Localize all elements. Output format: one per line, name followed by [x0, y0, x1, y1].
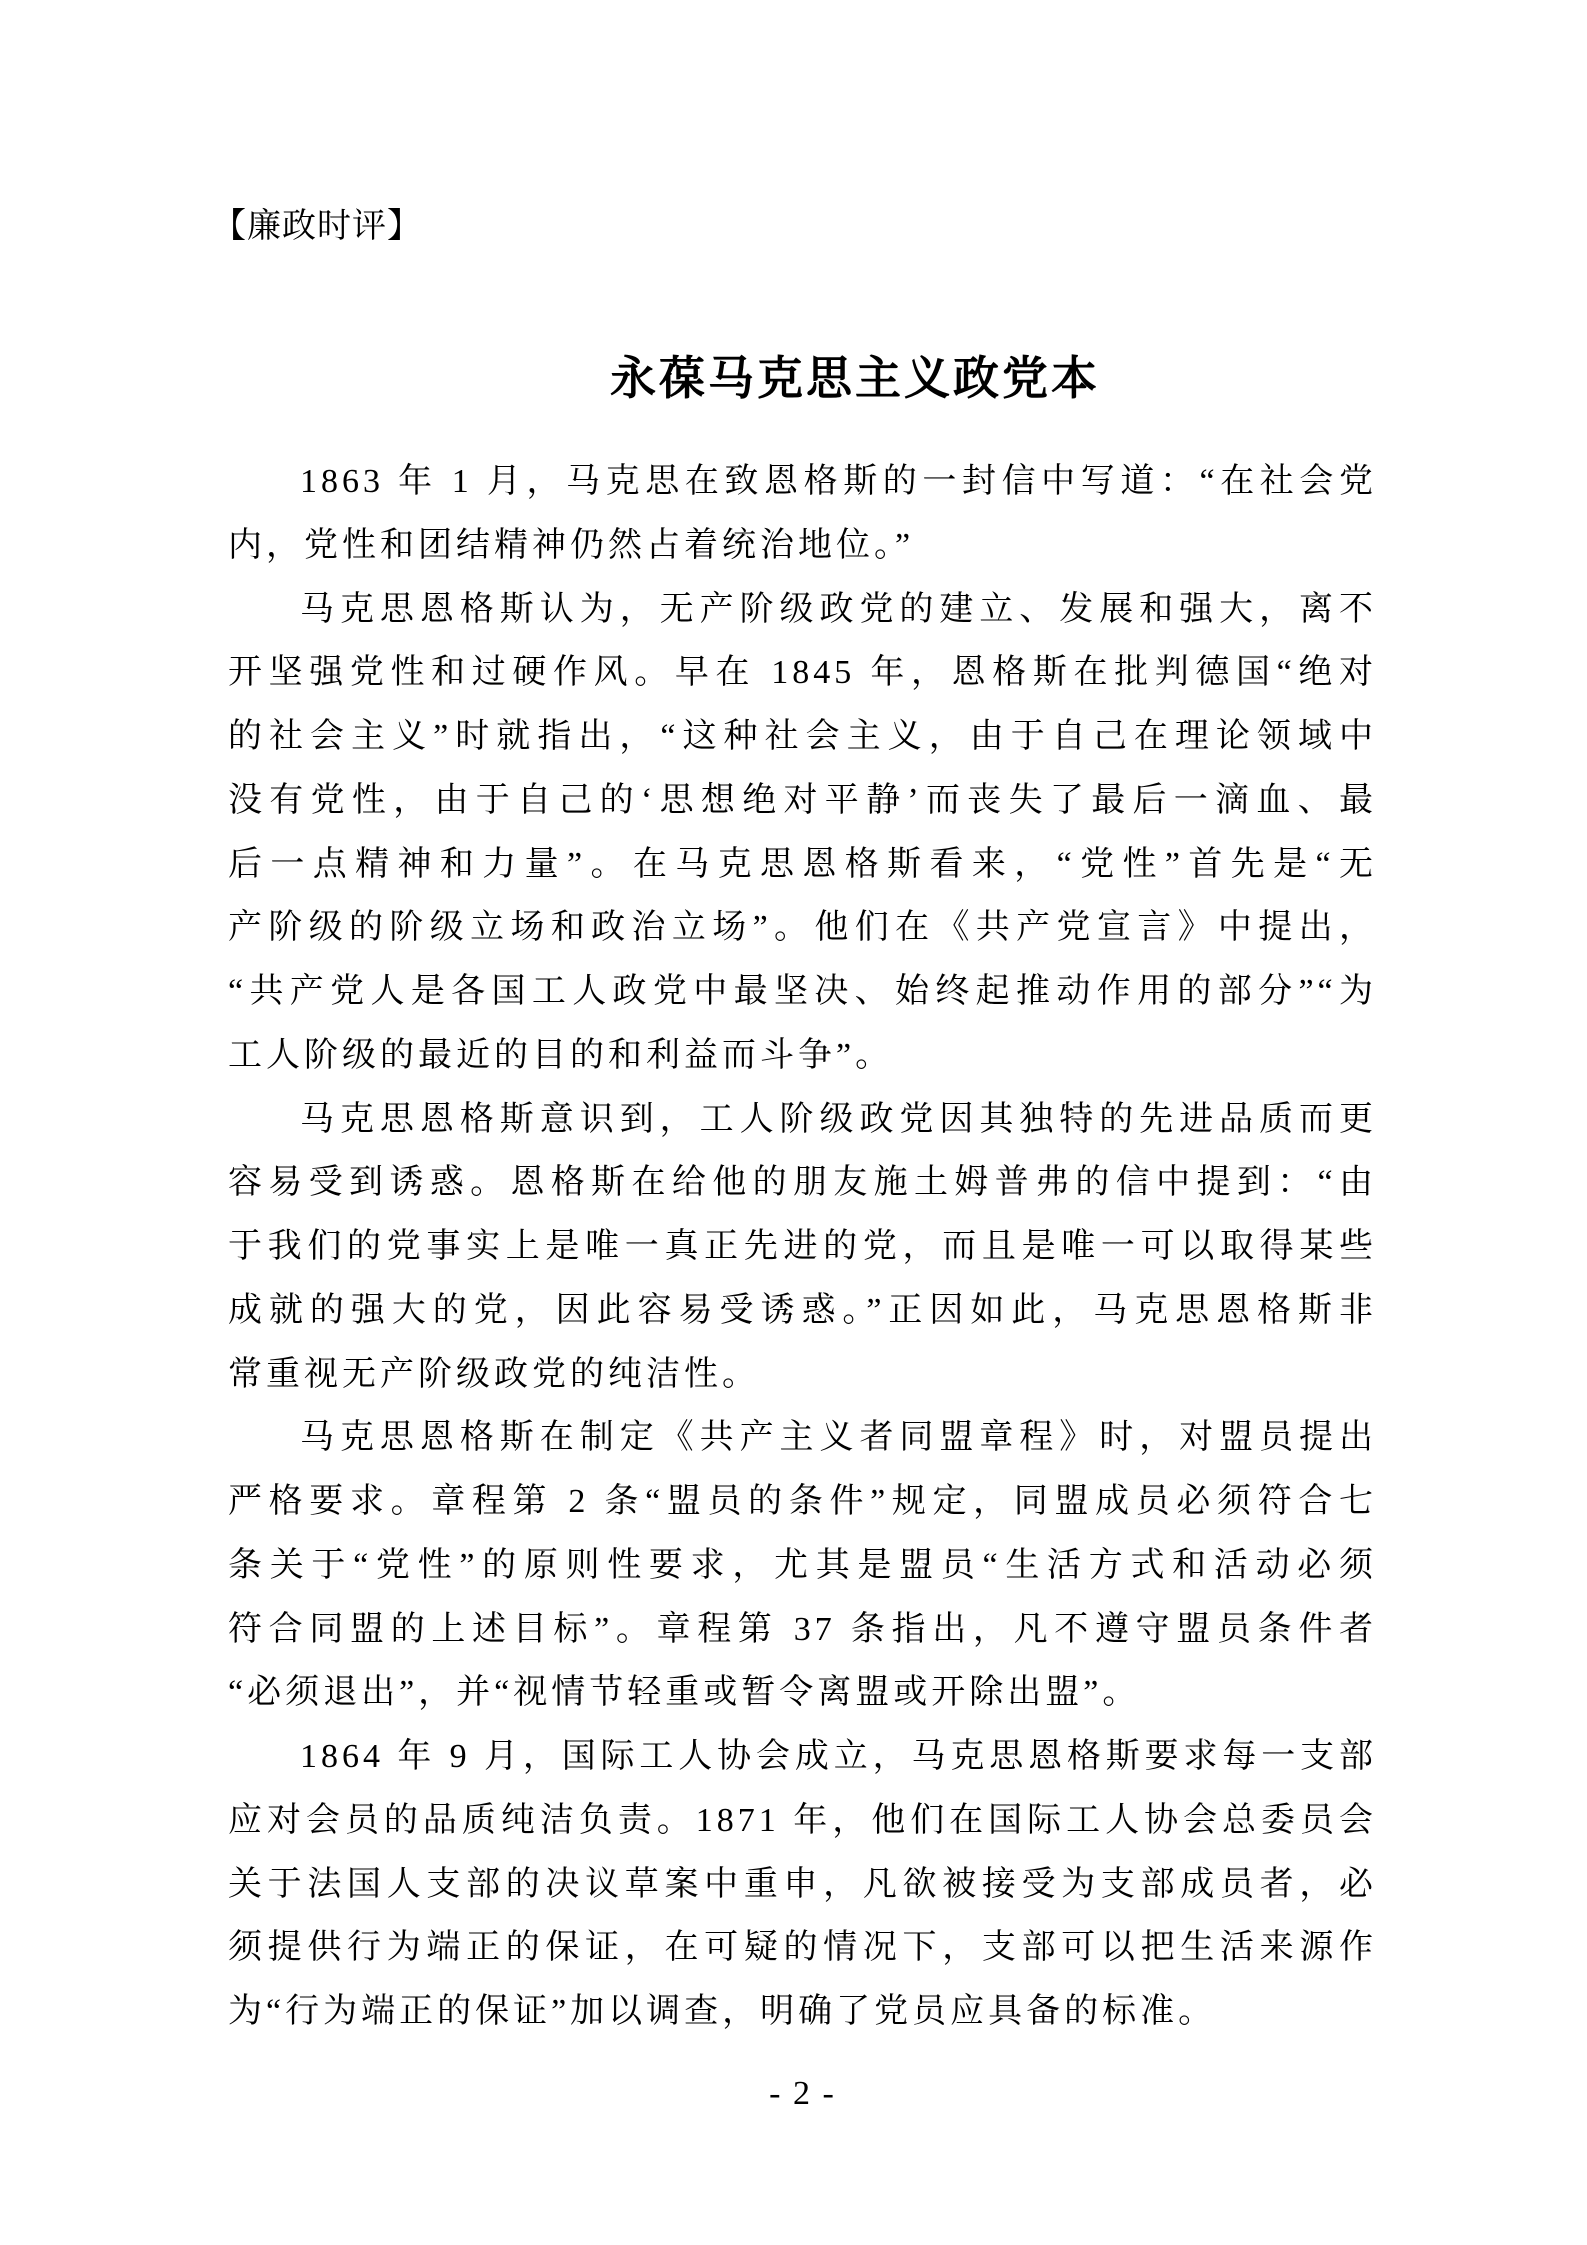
body-text-line: 严格要求。章程第 2 条“盟员的条件”规定，同盟成员必须符合七	[228, 1483, 1377, 1520]
document-title: 永葆马克思主义政党本	[610, 352, 1100, 404]
body-text-line: 开坚强党性和过硬作风。早在 1845 年，恩格斯在批判德国“绝对	[228, 654, 1377, 692]
body-text-line: 后一点精神和力量”。在马克思恩格斯看来，“党性”首先是“无	[228, 845, 1377, 883]
body-text-line: 符合同盟的上述目标”。章程第 37 条指出，凡不遵守盟员条件者	[228, 1610, 1377, 1648]
body-text-line: “共产党人是各国工人政党中最坚决、始终起推动作用的部分”“为	[228, 973, 1377, 1010]
body-text-line: 工人阶级的最近的目的和利益而斗争”。	[228, 1036, 894, 1074]
body-text-line: 应对会员的品质纯洁负责。1871 年，他们在国际工人协会总委员会	[228, 1801, 1377, 1839]
body-text-line: 容易受到诱惑。恩格斯在给他的朋友施土姆普弗的信中提到：“由	[228, 1164, 1377, 1202]
body-text-line: 常重视无产阶级政党的纯洁性。	[228, 1355, 760, 1393]
body-text-line: 为“行为端正的保证”加以调查，明确了党员应具备的标准。	[228, 1993, 1217, 2030]
body-text-line: 成就的强大的党，因此容易受诱惑。”正因如此，马克思恩格斯非	[228, 1291, 1377, 1329]
body-text-line: 条关于“党性”的原则性要求，尤其是盟员“生活方式和活动必须	[228, 1546, 1377, 1584]
section-label: 【廉政时评】	[212, 208, 422, 245]
body-text-line: 马克思恩格斯在制定《共产主义者同盟章程》时，对盟员提出	[300, 1419, 1377, 1457]
body-text-line: 产阶级的阶级立场和政治立场”。他们在《共产党宣言》中提出，	[228, 909, 1377, 947]
body-text-line: 1864 年 9 月，国际工人协会成立，马克思恩格斯要求每一支部	[300, 1738, 1377, 1775]
body-text-line: 于我们的党事实上是唯一真正先进的党，而且是唯一可以取得某些	[228, 1228, 1377, 1265]
page-number: - 2 -	[769, 2075, 836, 2112]
body-text-line: 关于法国人支部的决议草案中重申，凡欲被接受为支部成员者，必	[228, 1865, 1377, 1903]
body-text-line: 1863 年 1 月，马克思在致恩格斯的一封信中写道：“在社会党	[300, 463, 1377, 500]
body-text-line: 马克思恩格斯意识到，工人阶级政党因其独特的先进品质而更	[300, 1100, 1377, 1138]
body-text-line: 内，党性和团结精神仍然占着统治地位。”	[228, 526, 915, 564]
body-text-line: 的社会主义”时就指出，“这种社会主义，由于自己在理论领域中	[228, 718, 1377, 755]
body-text-line: 马克思恩格斯认为，无产阶级政党的建立、发展和强大，离不	[300, 590, 1377, 628]
body-text-line: 须提供行为端正的保证，在可疑的情况下，支部可以把生活来源作	[228, 1929, 1377, 1967]
document-body	[228, 450, 1377, 2044]
body-text-line: “必须退出”，并“视情节轻重或暂令离盟或开除出盟”。	[228, 1674, 1141, 1712]
body-text-line: 没有党性，由于自己的‘思想绝对平静’而丧失了最后一滴血、最	[228, 781, 1377, 819]
